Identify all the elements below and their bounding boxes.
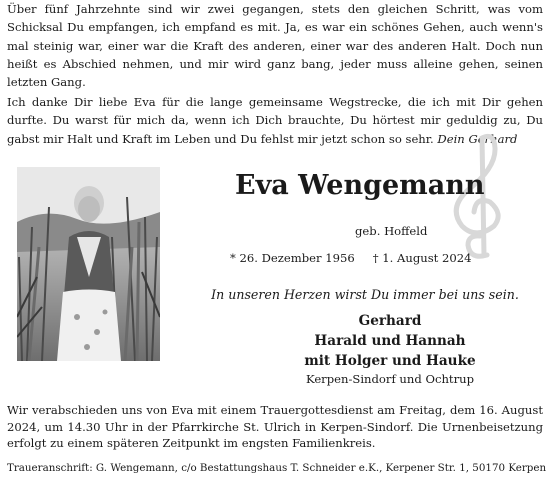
maiden-name: geb. Hoffeld bbox=[355, 224, 428, 238]
mourners-place: Kerpen-Sindorf und Ochtrup bbox=[305, 372, 475, 386]
service-announcement: Wir verabschieden uns von Eva mit einem Trauergottesdienst am Freitag, dem 16. August 2024, um 14.30 Uhr in der Pfarrkirche St. Ulrich in Kerpen-Sindorf. Die Urnenbeisetzung erfolgt zu einem späteren Zeitpunkt im engsten Familienkreis. bbox=[7, 403, 543, 450]
mourners-list bbox=[280, 312, 500, 371]
intro-poem: Über fünf Jahrzehnte sind wir zwei gegangen, stets den gleichen Schritt, was vom Schicksal Du empfangen, ich empfand es mit. Ja, es war ein schönes Gehen, auch wenn's mal steinig war, einer war die Kraft des anderen, einer war des anderen Halt. Doch nun heißt es Abschied nehmen, und mir wird ganz bang, jeder muss alleine gehen, seinen letzten Gang. bbox=[7, 2, 543, 90]
mourning-address: Traueranschrift: G. Wengemann, c/o Bestattungshaus T. Schneider e.K., Kerpener Str. 1, 50170 Kerpen bbox=[7, 462, 547, 474]
death-date: † 1. August 2024 bbox=[372, 251, 472, 265]
mourner-line: Gerhard bbox=[358, 313, 422, 329]
signature: Dein Gerhard bbox=[437, 131, 518, 146]
mourner-line: mit Holger und Hauke bbox=[304, 352, 476, 369]
deceased-name bbox=[235, 170, 485, 201]
motto: In unseren Herzen wirst Du immer bei uns sein. bbox=[211, 287, 519, 302]
thanks-text: Ich danke Dir liebe Eva für die lange gemeinsame Wegstrecke, die ich mit Dir gehen durfte. Du warst für mich da, wenn ich Dich brauchte, Du hörtest mir geduldig zu, Du gabst mir Halt und Kraft im Leben und Du fehlst mir jetzt schon so sehr. bbox=[7, 95, 543, 146]
deceased-name-text: Eva Wengemann bbox=[235, 170, 485, 201]
birth-date: * 26. Dezember 1956 bbox=[230, 251, 355, 265]
portrait-photo bbox=[17, 167, 160, 361]
life-dates bbox=[230, 251, 530, 265]
mourner-line: Harald und Hannah bbox=[314, 332, 466, 349]
